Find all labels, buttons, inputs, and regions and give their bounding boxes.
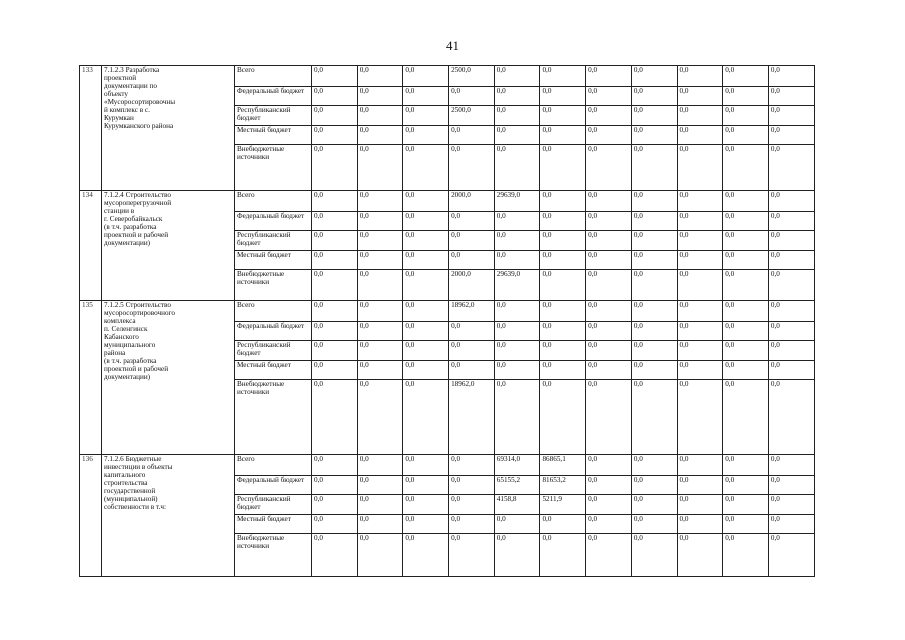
amount-cell: 0,0 <box>494 145 540 191</box>
amount-cell: 0,0 <box>357 251 403 270</box>
amount-cell: 0,0 <box>723 251 769 270</box>
amount-cell: 0,0 <box>631 534 677 577</box>
amount-cell: 0,0 <box>312 126 358 145</box>
amount-cell: 0,0 <box>312 361 358 380</box>
row-number: 135 <box>80 301 102 455</box>
amount-cell: 0,0 <box>494 515 540 534</box>
amount-cell: 0,0 <box>677 322 723 341</box>
amount-cell: 0,0 <box>677 495 723 515</box>
amount-cell: 0,0 <box>723 380 769 455</box>
amount-cell: 0,0 <box>449 455 495 476</box>
amount-cell: 0,0 <box>677 87 723 106</box>
amount-cell: 0,0 <box>768 251 814 270</box>
amount-cell: 0,0 <box>586 361 632 380</box>
amount-cell: 0,0 <box>403 361 449 380</box>
amount-cell: 0,0 <box>449 251 495 270</box>
amount-cell: 0,0 <box>312 145 358 191</box>
amount-cell: 0,0 <box>677 341 723 361</box>
amount-cell: 0,0 <box>403 66 449 87</box>
amount-cell: 0,0 <box>723 476 769 495</box>
amount-cell: 0,0 <box>768 380 814 455</box>
amount-cell: 0,0 <box>677 301 723 322</box>
amount-cell: 0,0 <box>494 106 540 126</box>
amount-cell: 0,0 <box>586 126 632 145</box>
amount-cell: 0,0 <box>723 231 769 251</box>
amount-cell: 18962,0 <box>449 301 495 322</box>
amount-cell: 0,0 <box>449 476 495 495</box>
amount-cell: 0,0 <box>631 361 677 380</box>
amount-cell: 0,0 <box>494 361 540 380</box>
amount-cell: 0,0 <box>768 145 814 191</box>
amount-cell: 0,0 <box>768 534 814 577</box>
amount-cell: 0,0 <box>357 301 403 322</box>
amount-cell: 0,0 <box>586 380 632 455</box>
amount-cell: 0,0 <box>631 301 677 322</box>
amount-cell: 0,0 <box>494 126 540 145</box>
amount-cell: 0,0 <box>312 191 358 212</box>
amount-cell: 0,0 <box>540 380 586 455</box>
amount-cell: 0,0 <box>312 322 358 341</box>
amount-cell: 0,0 <box>357 361 403 380</box>
amount-cell: 0,0 <box>723 301 769 322</box>
funding-source: Внебюджетные источники <box>235 145 312 191</box>
amount-cell: 0,0 <box>449 212 495 231</box>
amount-cell: 0,0 <box>403 191 449 212</box>
amount-cell: 0,0 <box>631 251 677 270</box>
amount-cell: 0,0 <box>449 495 495 515</box>
amount-cell: 0,0 <box>723 515 769 534</box>
funding-source: Республиканский бюджет <box>235 106 312 126</box>
amount-cell: 0,0 <box>540 534 586 577</box>
amount-cell: 0,0 <box>586 191 632 212</box>
activity-title: 7.1.2.4 Строительство мусороперегрузочной станции в г. Северобайкальск (в т.ч. разработка проектной и рабочей документации) <box>102 191 235 301</box>
table-row <box>80 301 815 322</box>
amount-cell: 0,0 <box>586 270 632 301</box>
amount-cell: 0,0 <box>677 251 723 270</box>
amount-cell: 0,0 <box>586 231 632 251</box>
amount-cell: 0,0 <box>357 515 403 534</box>
amount-cell: 0,0 <box>631 270 677 301</box>
amount-cell: 0,0 <box>631 87 677 106</box>
amount-cell: 0,0 <box>586 341 632 361</box>
amount-cell: 0,0 <box>357 66 403 87</box>
amount-cell: 0,0 <box>312 212 358 231</box>
funding-source: Внебюджетные источники <box>235 270 312 301</box>
amount-cell: 0,0 <box>540 270 586 301</box>
amount-cell: 0,0 <box>540 322 586 341</box>
amount-cell: 0,0 <box>403 495 449 515</box>
amount-cell: 0,0 <box>723 66 769 87</box>
amount-cell: 0,0 <box>586 145 632 191</box>
amount-cell: 0,0 <box>540 212 586 231</box>
amount-cell: 0,0 <box>540 191 586 212</box>
amount-cell: 18962,0 <box>449 380 495 455</box>
amount-cell: 0,0 <box>312 106 358 126</box>
amount-cell: 0,0 <box>768 341 814 361</box>
amount-cell: 0,0 <box>768 455 814 476</box>
amount-cell: 0,0 <box>768 515 814 534</box>
amount-cell: 0,0 <box>586 515 632 534</box>
amount-cell: 0,0 <box>449 231 495 251</box>
amount-cell: 0,0 <box>586 106 632 126</box>
amount-cell: 2500,0 <box>449 106 495 126</box>
amount-cell: 86865,1 <box>540 455 586 476</box>
amount-cell: 0,0 <box>494 380 540 455</box>
amount-cell: 0,0 <box>768 495 814 515</box>
amount-cell: 0,0 <box>357 380 403 455</box>
amount-cell: 0,0 <box>586 251 632 270</box>
funding-source: Всего <box>235 301 312 322</box>
amount-cell: 0,0 <box>586 455 632 476</box>
amount-cell: 0,0 <box>768 301 814 322</box>
amount-cell: 0,0 <box>357 126 403 145</box>
amount-cell: 0,0 <box>403 534 449 577</box>
amount-cell: 0,0 <box>403 341 449 361</box>
amount-cell: 0,0 <box>631 231 677 251</box>
amount-cell: 0,0 <box>677 126 723 145</box>
amount-cell: 0,0 <box>357 270 403 301</box>
amount-cell: 0,0 <box>631 476 677 495</box>
amount-cell: 0,0 <box>723 495 769 515</box>
activity-title: 7.1.2.3 Разработка проектной документации по объекту «Мусоросортировочны й комплекс в с. Курумкан Курумканского района <box>102 66 235 191</box>
amount-cell: 0,0 <box>403 126 449 145</box>
amount-cell: 0,0 <box>449 515 495 534</box>
amount-cell: 65155,2 <box>494 476 540 495</box>
amount-cell: 0,0 <box>403 455 449 476</box>
activity-title: 7.1.2.5 Строительство мусоросортировочного комплекса п. Селенгинск Кабанского муниципального района (в т.ч. разработка проектной и рабочей документации) <box>102 301 235 455</box>
table-row <box>80 191 815 212</box>
amount-cell: 0,0 <box>403 212 449 231</box>
amount-cell: 0,0 <box>494 301 540 322</box>
row-number: 136 <box>80 455 102 577</box>
amount-cell: 0,0 <box>312 301 358 322</box>
funding-source: Всего <box>235 455 312 476</box>
amount-cell: 0,0 <box>540 251 586 270</box>
amount-cell: 0,0 <box>768 231 814 251</box>
amount-cell: 0,0 <box>540 87 586 106</box>
amount-cell: 0,0 <box>494 66 540 87</box>
amount-cell: 0,0 <box>403 515 449 534</box>
amount-cell: 0,0 <box>357 534 403 577</box>
funding-source: Местный бюджет <box>235 126 312 145</box>
amount-cell: 0,0 <box>403 322 449 341</box>
amount-cell: 0,0 <box>586 495 632 515</box>
funding-source: Всего <box>235 66 312 87</box>
amount-cell: 0,0 <box>540 126 586 145</box>
amount-cell: 0,0 <box>723 106 769 126</box>
row-number: 133 <box>80 66 102 191</box>
amount-cell: 0,0 <box>723 322 769 341</box>
amount-cell: 0,0 <box>768 87 814 106</box>
funding-source: Федеральный бюджет <box>235 87 312 106</box>
amount-cell: 2000,0 <box>449 270 495 301</box>
amount-cell: 0,0 <box>768 361 814 380</box>
amount-cell: 0,0 <box>677 191 723 212</box>
amount-cell: 2500,0 <box>449 66 495 87</box>
amount-cell: 0,0 <box>312 515 358 534</box>
amount-cell: 0,0 <box>494 322 540 341</box>
amount-cell: 0,0 <box>631 66 677 87</box>
amount-cell: 0,0 <box>677 534 723 577</box>
amount-cell: 0,0 <box>403 87 449 106</box>
amount-cell: 0,0 <box>723 87 769 106</box>
amount-cell: 0,0 <box>631 380 677 455</box>
funding-source: Внебюджетные источники <box>235 380 312 455</box>
amount-cell: 0,0 <box>723 361 769 380</box>
amount-cell: 0,0 <box>357 87 403 106</box>
amount-cell: 0,0 <box>768 66 814 87</box>
amount-cell: 0,0 <box>631 322 677 341</box>
amount-cell: 0,0 <box>768 126 814 145</box>
amount-cell: 0,0 <box>357 145 403 191</box>
amount-cell: 0,0 <box>403 380 449 455</box>
funding-source: Республиканский бюджет <box>235 495 312 515</box>
amount-cell: 0,0 <box>312 455 358 476</box>
amount-cell: 0,0 <box>677 515 723 534</box>
amount-cell: 29639,0 <box>494 270 540 301</box>
funding-source: Местный бюджет <box>235 515 312 534</box>
amount-cell: 0,0 <box>449 322 495 341</box>
amount-cell: 0,0 <box>494 231 540 251</box>
amount-cell: 0,0 <box>403 231 449 251</box>
amount-cell: 29639,0 <box>494 191 540 212</box>
funding-source: Федеральный бюджет <box>235 322 312 341</box>
amount-cell: 0,0 <box>312 270 358 301</box>
amount-cell: 0,0 <box>494 212 540 231</box>
funding-source: Всего <box>235 191 312 212</box>
activity-title: 7.1.2.6 Бюджетные инвестиции в объекты капитального строительства государственной (муниципальной) собственности в т.ч: <box>102 455 235 577</box>
amount-cell: 0,0 <box>631 126 677 145</box>
amount-cell: 0,0 <box>723 270 769 301</box>
amount-cell: 0,0 <box>540 231 586 251</box>
amount-cell: 0,0 <box>631 212 677 231</box>
amount-cell: 81653,2 <box>540 476 586 495</box>
amount-cell: 0,0 <box>494 341 540 361</box>
amount-cell: 0,0 <box>631 106 677 126</box>
funding-source: Республиканский бюджет <box>235 231 312 251</box>
amount-cell: 0,0 <box>631 515 677 534</box>
amount-cell: 0,0 <box>540 106 586 126</box>
amount-cell: 0,0 <box>312 534 358 577</box>
amount-cell: 0,0 <box>403 476 449 495</box>
amount-cell: 0,0 <box>357 341 403 361</box>
amount-cell: 0,0 <box>449 87 495 106</box>
amount-cell: 0,0 <box>586 301 632 322</box>
amount-cell: 0,0 <box>403 301 449 322</box>
amount-cell: 0,0 <box>677 231 723 251</box>
amount-cell: 0,0 <box>631 455 677 476</box>
amount-cell: 0,0 <box>768 106 814 126</box>
amount-cell: 0,0 <box>312 341 358 361</box>
row-number: 134 <box>80 191 102 301</box>
amount-cell: 0,0 <box>677 380 723 455</box>
amount-cell: 0,0 <box>586 534 632 577</box>
amount-cell: 0,0 <box>586 87 632 106</box>
amount-cell: 0,0 <box>677 66 723 87</box>
amount-cell: 0,0 <box>586 322 632 341</box>
amount-cell: 0,0 <box>357 476 403 495</box>
amount-cell: 0,0 <box>677 145 723 191</box>
funding-source: Внебюджетные источники <box>235 534 312 577</box>
amount-cell: 0,0 <box>586 212 632 231</box>
amount-cell: 0,0 <box>723 455 769 476</box>
page-number: 41 <box>446 38 459 53</box>
amount-cell: 0,0 <box>586 66 632 87</box>
amount-cell: 0,0 <box>768 191 814 212</box>
amount-cell: 0,0 <box>677 212 723 231</box>
funding-source: Местный бюджет <box>235 251 312 270</box>
amount-cell: 0,0 <box>540 301 586 322</box>
table-row <box>80 66 815 87</box>
amount-cell: 0,0 <box>449 361 495 380</box>
funding-source: Федеральный бюджет <box>235 476 312 495</box>
amount-cell: 0,0 <box>312 495 358 515</box>
amount-cell: 0,0 <box>540 66 586 87</box>
amount-cell: 0,0 <box>677 361 723 380</box>
amount-cell: 0,0 <box>312 380 358 455</box>
amount-cell: 0,0 <box>403 270 449 301</box>
amount-cell: 0,0 <box>494 251 540 270</box>
amount-cell: 0,0 <box>357 231 403 251</box>
amount-cell: 0,0 <box>449 534 495 577</box>
amount-cell: 0,0 <box>677 270 723 301</box>
amount-cell: 0,0 <box>540 361 586 380</box>
budget-table <box>79 65 815 577</box>
amount-cell: 0,0 <box>677 476 723 495</box>
amount-cell: 0,0 <box>449 126 495 145</box>
amount-cell: 0,0 <box>312 66 358 87</box>
amount-cell: 0,0 <box>723 191 769 212</box>
amount-cell: 0,0 <box>723 126 769 145</box>
amount-cell: 0,0 <box>723 341 769 361</box>
amount-cell: 0,0 <box>586 476 632 495</box>
amount-cell: 0,0 <box>494 87 540 106</box>
amount-cell: 5211,9 <box>540 495 586 515</box>
amount-cell: 0,0 <box>631 145 677 191</box>
amount-cell: 0,0 <box>357 495 403 515</box>
amount-cell: 2000,0 <box>449 191 495 212</box>
amount-cell: 0,0 <box>449 341 495 361</box>
amount-cell: 0,0 <box>357 191 403 212</box>
amount-cell: 0,0 <box>768 212 814 231</box>
amount-cell: 0,0 <box>357 212 403 231</box>
amount-cell: 0,0 <box>357 455 403 476</box>
amount-cell: 0,0 <box>677 106 723 126</box>
amount-cell: 0,0 <box>768 476 814 495</box>
amount-cell: 0,0 <box>768 270 814 301</box>
amount-cell: 0,0 <box>357 322 403 341</box>
funding-source: Республиканский бюджет <box>235 341 312 361</box>
amount-cell: 0,0 <box>540 341 586 361</box>
amount-cell: 0,0 <box>403 145 449 191</box>
amount-cell: 0,0 <box>723 145 769 191</box>
amount-cell: 0,0 <box>312 87 358 106</box>
amount-cell: 0,0 <box>312 251 358 270</box>
amount-cell: 0,0 <box>357 106 403 126</box>
amount-cell: 0,0 <box>723 534 769 577</box>
amount-cell: 0,0 <box>494 534 540 577</box>
amount-cell: 0,0 <box>631 341 677 361</box>
funding-source: Местный бюджет <box>235 361 312 380</box>
table-row <box>80 455 815 476</box>
amount-cell: 0,0 <box>723 212 769 231</box>
amount-cell: 69314,0 <box>494 455 540 476</box>
amount-cell: 0,0 <box>540 515 586 534</box>
amount-cell: 0,0 <box>768 322 814 341</box>
amount-cell: 4158,8 <box>494 495 540 515</box>
amount-cell: 0,0 <box>312 476 358 495</box>
amount-cell: 0,0 <box>312 231 358 251</box>
amount-cell: 0,0 <box>403 251 449 270</box>
funding-source: Федеральный бюджет <box>235 212 312 231</box>
amount-cell: 0,0 <box>540 145 586 191</box>
amount-cell: 0,0 <box>631 495 677 515</box>
amount-cell: 0,0 <box>677 455 723 476</box>
amount-cell: 0,0 <box>403 106 449 126</box>
amount-cell: 0,0 <box>631 191 677 212</box>
amount-cell: 0,0 <box>449 145 495 191</box>
